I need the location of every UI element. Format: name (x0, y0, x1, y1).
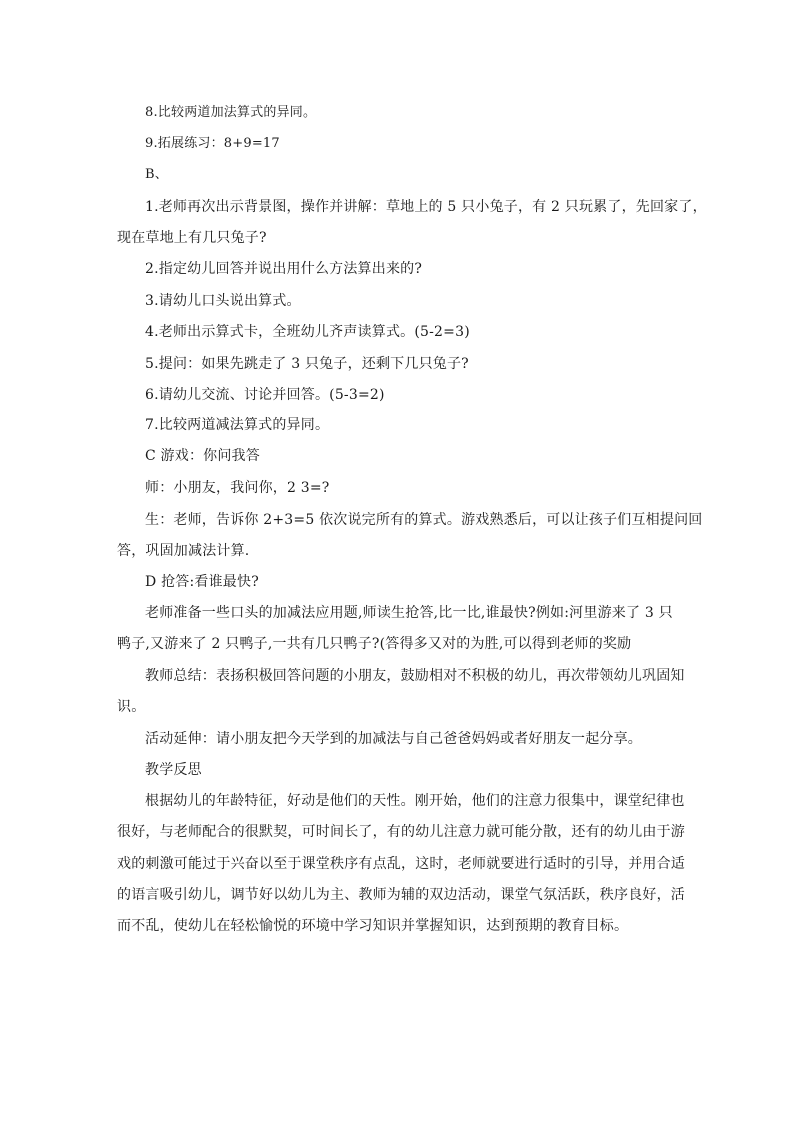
text-line-7: 3.请幼儿口头说出算式。 (145, 293, 301, 309)
text-line-11: 7.比较两道减法算式的异同。 (145, 417, 330, 433)
text-line-19: 教师总结：表扬积极回答问题的小朋友，鼓励相对不积极的幼儿，再次带领幼儿巩固知 (145, 668, 685, 684)
text-line-26: 的语言吸引幼儿，调节好以幼儿为主、教师为辅的双边活动，课堂气氛活跃，秩序良好，活 (117, 887, 685, 903)
text-line-23: 根据幼儿的年龄特征，好动是他们的天性。刚开始，他们的注意力很集中，课堂纪律也 (145, 793, 685, 809)
text-line-18: 鸭子,又游来了 2 只鸭子,一共有几只鸭子?(答得多又对的为胜,可以得到老师的奖励 (117, 636, 632, 652)
text-line-5: 现在草地上有几只兔子? (117, 230, 267, 246)
text-line-21: 活动延伸：请小朋友把今天学到的加减法与自己爸爸妈妈或者好朋友一起分享。 (145, 731, 642, 747)
text-line-17: 老师准备一些口头的加减法应用题,师读生抢答,比一比,谁最快?例如:河里游来了 3 只 (145, 605, 673, 621)
text-line-24: 很好，与老师配合的很默契，可时间长了，有的幼儿注意力就可能分散，还有的幼儿由于游 (117, 824, 685, 840)
text-line-1: 8.比较两道加法算式的异同。 (145, 105, 317, 120)
text-line-15: 答，巩固加减法计算. (117, 543, 250, 559)
text-line-27: 而不乱，使幼儿在轻松愉悦的环境中学习知识并掌握知识，达到预期的教育目标。 (117, 918, 629, 934)
text-line-8: 4.老师出示算式卡，全班幼儿齐声读算式。(5-2=3) (145, 324, 470, 340)
text-line-9: 5.提问：如果先跳走了 3 只兔子，还剩下几只兔子? (145, 356, 469, 372)
text-line-2: 9.拓展练习：8+9=17 (145, 136, 280, 151)
text-line-22: 教学反思 (145, 762, 202, 778)
text-line-6: 2.指定幼儿回答并说出用什么方法算出来的? (145, 261, 423, 277)
text-line-14: 生：老师，告诉你 2+3=5 依次说完所有的算式。游戏熟悉后，可以让孩子们互相提问回 (145, 512, 703, 528)
text-line-3: B、 (145, 167, 168, 182)
text-line-16: D 抢答:看谁最快? (145, 574, 259, 590)
text-line-25: 戏的刺激可能过于兴奋以至于课堂秩序有点乱，这时，老师就要进行适时的引导，并用合适 (117, 856, 685, 872)
text-line-10: 6.请幼儿交流、讨论并回答。(5-3=2) (145, 387, 385, 403)
text-line-12: C 游戏：你问我答 (145, 448, 260, 464)
text-line-20: 识。 (117, 699, 146, 715)
text-line-13: 师：小朋友，我问你，2 3=? (145, 480, 330, 496)
text-line-4: 1.老师再次出示背景图，操作并讲解：草地上的 5 只小兔子，有 2 只玩累了，先回家了， (145, 199, 707, 215)
